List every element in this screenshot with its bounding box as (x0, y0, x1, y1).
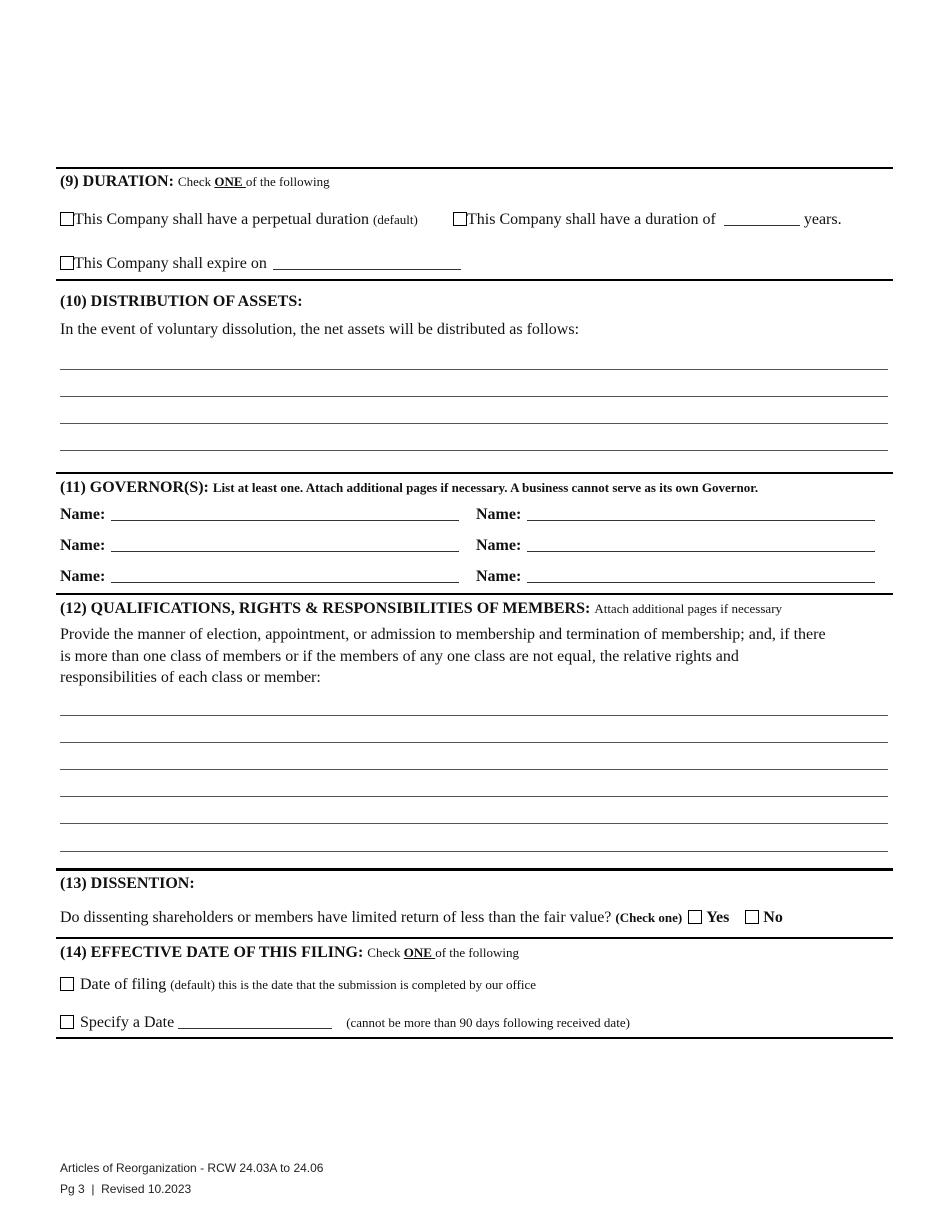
section-10-top-rule (56, 279, 893, 281)
duration-option-years: This Company shall have a duration of years. (453, 211, 842, 229)
members-line-5[interactable] (60, 823, 888, 824)
governor-name-field[interactable] (527, 537, 875, 552)
date-of-filing-checkbox[interactable] (60, 977, 74, 991)
specify-date-field[interactable] (178, 1014, 332, 1029)
section-13-heading: (13) DISSENTION: (60, 875, 195, 892)
dissention-question: Do dissenting shareholders or members have limited return of less than the fair value? (60, 909, 612, 926)
yes-label: Yes (706, 909, 730, 926)
governor-name-row: Name: (60, 568, 459, 586)
effective-date-option-specify: Specify a Date (cannot be more than 90 days following received date) (60, 1014, 630, 1032)
section-11-note: List at least one. Attach additional pages if necessary. A business cannot serve as its own Governor. (212, 480, 759, 495)
governor-name-row: Name: (60, 537, 459, 555)
section-9-title: (9) DURATION: (60, 173, 174, 190)
years-field[interactable] (724, 211, 800, 226)
default-note: (default) (373, 212, 418, 227)
section-9-heading (60, 173, 330, 191)
perpetual-checkbox[interactable] (60, 212, 74, 226)
governor-name-field[interactable] (111, 537, 459, 552)
assets-line-1[interactable] (60, 369, 888, 370)
section-12-title: (12) QUALIFICATIONS, RIGHTS & RESPONSIBILITIES OF MEMBERS: (60, 600, 591, 617)
yes-checkbox[interactable] (688, 910, 702, 924)
governor-name-field[interactable] (527, 568, 875, 583)
footer-title: Articles of Reorganization - RCW 24.03A to 24.06 (60, 1161, 324, 1175)
section-9-top-rule (56, 167, 893, 169)
section-10-heading: (10) DISTRIBUTION OF ASSETS: (60, 293, 303, 310)
governor-name-row: Name: (476, 537, 875, 555)
no-checkbox[interactable] (745, 910, 759, 924)
section-11-top-rule (56, 472, 893, 474)
assets-line-2[interactable] (60, 396, 888, 397)
members-line-1[interactable] (60, 715, 888, 716)
assets-line-3[interactable] (60, 423, 888, 424)
section-12-top-rule (56, 593, 893, 595)
assets-line-4[interactable] (60, 450, 888, 451)
date-of-filing-note: (default) this is the date that the submission is completed by our office (170, 977, 537, 992)
footer-page-info: Pg 3 | Revised 10.2023 (60, 1182, 192, 1196)
section-14-instruction: Check ONE of the following (367, 945, 519, 960)
section-10-text: In the event of voluntary dissolution, the net assets will be distributed as follows: (60, 321, 580, 338)
specify-date-checkbox[interactable] (60, 1015, 74, 1029)
governor-name-field[interactable] (111, 568, 459, 583)
check-one-note: (Check one) (615, 910, 683, 925)
duration-option-perpetual: This Company shall have a perpetual duration (default) (60, 211, 418, 229)
section-9-instruction: Check ONE of the following (177, 174, 330, 189)
expire-date-field[interactable] (273, 255, 461, 270)
specify-date-note: (cannot be more than 90 days following received date) (346, 1015, 630, 1030)
dissention-question-row (60, 909, 783, 927)
members-line-6[interactable] (60, 851, 888, 852)
duration-years-checkbox[interactable] (453, 212, 467, 226)
section-12-note: Attach additional pages if necessary (594, 601, 783, 616)
section-14-top-rule (56, 937, 893, 939)
governor-name-field[interactable] (527, 506, 875, 521)
members-line-3[interactable] (60, 769, 888, 770)
members-line-4[interactable] (60, 796, 888, 797)
section-14-bottom-rule (56, 1037, 893, 1039)
governor-name-row: Name: (476, 506, 875, 524)
section-14-heading (60, 944, 519, 962)
section-13-top-rule (56, 868, 893, 871)
governor-name-row: Name: (60, 506, 459, 524)
section-14-title: (14) EFFECTIVE DATE OF THIS FILING: (60, 944, 364, 961)
duration-option-expire: This Company shall expire on (60, 255, 461, 273)
section-12-text-3: responsibilities of each class or member: (60, 669, 321, 686)
effective-date-option-filing: Date of filing (default) this is the date that the submission is completed by our office (60, 976, 536, 994)
section-11-title: (11) GOVERNOR(S): (60, 479, 209, 496)
no-label: No (763, 909, 783, 926)
governor-name-field[interactable] (111, 506, 459, 521)
governor-name-row: Name: (476, 568, 875, 586)
section-12-text-1: Provide the manner of election, appointment, or admission to membership and termination of membership; and, if there (60, 626, 826, 643)
members-line-2[interactable] (60, 742, 888, 743)
expire-checkbox[interactable] (60, 256, 74, 270)
section-11-heading (60, 479, 758, 497)
section-12-text-2: is more than one class of members or if the members of any one class are not equal, the relative rights and (60, 648, 739, 665)
section-12-heading (60, 600, 782, 618)
